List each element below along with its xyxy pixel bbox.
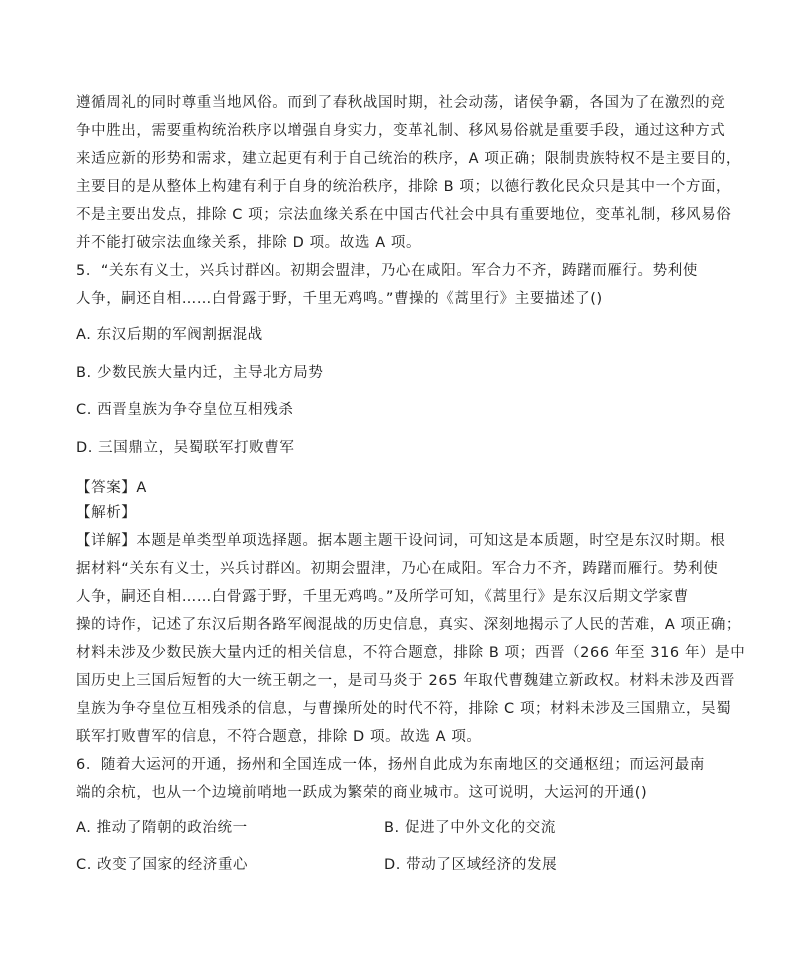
- q6-option-d: D. 带动了区域经济的发展: [384, 857, 558, 873]
- q5-option-c: C. 西晋皇族为争夺皇位互相残杀: [76, 402, 294, 418]
- q5-detail-line: 【详解】本题是单类型单项选择题。据本题主题干设问词，可知这是本质题，时空是东汉时期。根: [76, 533, 726, 549]
- q5-option-d: D. 三国鼎立，吴蜀联军打败曹军: [76, 440, 295, 456]
- intro-line: 争中胜出，需要重构统治秩序以增强自身实力，变革礼制、移风易俗就是重要手段，通过这种方式: [76, 123, 726, 139]
- intro-line: 主要目的是从整体上构建有利于自身的统治秩序，排除 B 项；以德行教化民众只是其中一个方面，: [76, 179, 732, 195]
- q5-detail-line: 操的诗作，记述了东汉后期各路军阀混战的历史信息，真实、深刻地揭示了人民的苦难，A 项正确；: [76, 617, 742, 633]
- intro-line: 遵循周礼的同时尊重当地风俗。而到了春秋战国时期，社会动荡，诸侯争霸，各国为了在激烈的竞: [76, 95, 726, 111]
- q6-option-c: C. 改变了国家的经济重心: [76, 857, 249, 873]
- q5-analysis-label: 【解析】: [76, 505, 137, 521]
- q6-option-a: A. 推动了隋朝的政治统一: [76, 820, 248, 836]
- intro-line: 不是主要出发点，排除 C 项；宗法血缘关系在中国古代社会中具有重要地位，变革礼制，移风易俗: [76, 207, 732, 223]
- q5-detail-line: 国历史上三国后短暂的大一统王朝之一，是司马炎于 265 年取代曹魏建立新政权。材料未涉及西晋: [76, 673, 735, 689]
- q5-detail-line: 人争，嗣还自相……白骨露于野，千里无鸡鸣。”及所学可知，《蒿里行》是东汉后期文学家曹: [76, 589, 689, 605]
- q5-answer-label: 【答案】A: [76, 480, 147, 496]
- q6-stem-line: 端的余杭，也从一个边境前哨地一跃成为繁荣的商业城市。这可说明，大运河的开通(): [76, 785, 648, 801]
- intro-line: 并不能打破宗法血缘关系，排除 D 项。故选 A 项。: [76, 235, 422, 251]
- q5-detail-line: 据材料“关东有义士，兴兵讨群凶。初期会盟津，乃心在咸阳。军合力不齐，踌躇而雁行。势利使: [76, 561, 719, 577]
- q5-detail-line: 皇族为争夺皇位互相残杀的信息，与曹操所处的时代不符，排除 C 项；材料未涉及三国鼎立，吴蜀: [76, 701, 732, 717]
- q5-stem-line: 5．“关东有义士，兴兵讨群凶。初期会盟津，乃心在咸阳。军合力不齐，踌躇而雁行。势利使: [76, 263, 698, 279]
- intro-line: 来适应新的形势和需求，建立起更有利于自己统治的秩序，A 项正确；限制贵族特权不是主要目的，: [76, 151, 742, 167]
- q5-option-b: B. 少数民族大量内迁，主导北方局势: [76, 365, 324, 381]
- q5-detail-line: 材料未涉及少数民族大量内迁的相关信息，不符合题意，排除 B 项；西晋（266 年至 316 年）是中: [76, 645, 746, 661]
- q5-detail-line: 联军打败曹军的信息，不符合题意，排除 D 项。故选 A 项。: [76, 729, 482, 745]
- q6-stem-line: 6．随着大运河的开通，扬州和全国连成一体，扬州自此成为东南地区的交通枢纽；而运河最南: [76, 757, 705, 773]
- q5-stem-line: 人争，嗣还自相……白骨露于野，千里无鸡鸣。”曹操的《蒿里行》主要描述了(): [76, 291, 603, 307]
- q5-option-a: A. 东汉后期的军阀割据混战: [76, 327, 263, 343]
- q6-option-b: B. 促进了中外文化的交流: [384, 820, 556, 836]
